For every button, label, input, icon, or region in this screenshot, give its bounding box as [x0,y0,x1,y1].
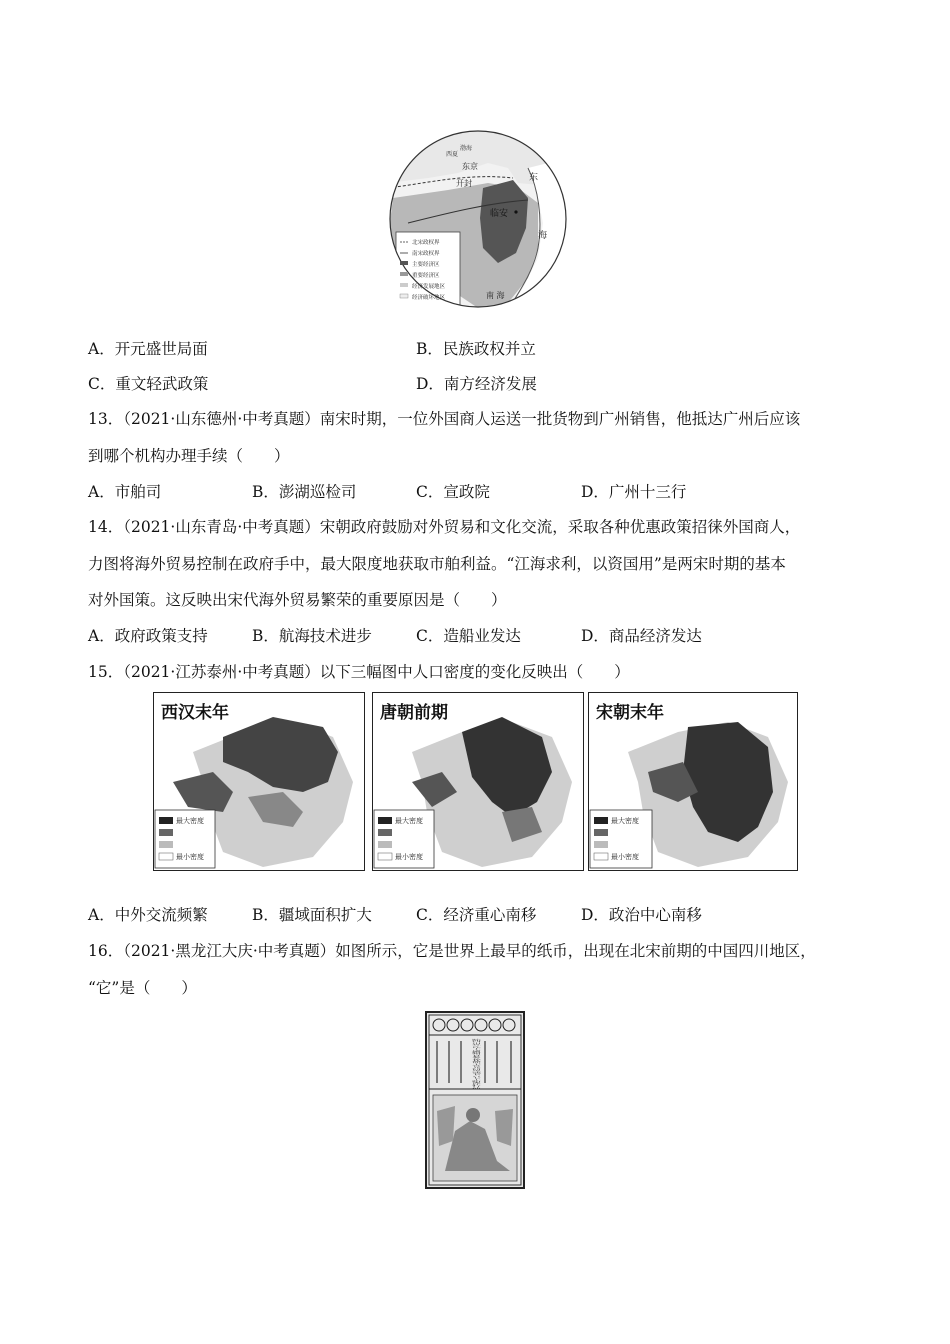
label-hai: 海 [538,231,548,241]
q14-stem-line1: 14．（2021·山东青岛·中考真题）宋朝政府鼓励对外贸易和文化交流，采取各种优惠政策招徕外国商人， [88,518,801,536]
map-title: 唐朝前期 [380,703,448,723]
q13-stem-line2: 到哪个机构办理手续（ ） [88,447,290,465]
label-dong: 东 [529,173,539,183]
q15-stem-line1: 15．（2021·江苏泰州·中考真题）以下三幅图中人口密度的变化反映出（ ） [88,663,630,681]
label-bohai: 渤海 [460,145,473,152]
label-dongjing: 东京 [462,162,478,171]
legend-item: 重要经济区 [412,273,440,279]
q15-option-c[interactable]: C．经济重心南移 [416,906,537,924]
legend-item: 北宋政权界 [412,240,440,246]
q12-option-c[interactable]: C．重文轻武政策 [88,375,209,393]
jiaozi-banknote-image [425,1011,525,1189]
q15-option-a[interactable]: A．中外交流频繁 [88,906,208,924]
legend-item: 南宋政权界 [412,251,440,257]
map-title: 西汉末年 [161,703,229,723]
label-xixia: 西夏 [446,151,459,158]
q15-option-b[interactable]: B．疆域面积扩大 [252,906,372,924]
population-map-song [588,692,798,871]
q14-option-d[interactable]: D．商品经济发达 [581,627,702,645]
label-nanhai: 南 海 [486,291,505,300]
q15-option-d[interactable]: D．政治中心南移 [581,906,702,924]
q12-option-d[interactable]: D．南方经济发展 [416,375,537,393]
map-legend-top: 最大密度 [395,817,423,825]
linan-dot [514,210,517,213]
q13-stem-line1: 13．（2021·山东德州·中考真题）南宋时期，一位外国商人运送一批货物到广州销售，他抵达广州后应该 [88,410,801,428]
q12-option-b[interactable]: B．民族政权并立 [416,340,536,358]
map-legend-bottom: 最小密度 [611,853,639,861]
legend-item: 经济破坏地区 [412,295,446,301]
q14-option-c[interactable]: C．造船业发达 [416,627,521,645]
q14-stem-line2: 力图将海外贸易控制在政府手中，最大限度地获取市舶利益。“江海求利，以资国用”是两宋时期的基本 [88,555,786,573]
map-legend-top: 最大密度 [176,817,204,825]
q14-stem-line3: 对外国策。这反映出宋代海外贸易繁荣的重要原因是（ ） [88,591,507,609]
q13-option-c[interactable]: C．宣政院 [416,483,490,501]
song-economy-map [388,128,568,310]
q16-stem-line1: 16．（2021·黑龙江大庆·中考真题）如图所示，它是世界上最早的纸币，出现在北宋前期的中国四川地区， [88,942,816,960]
jiaozi-text-block [470,1039,481,1089]
q12-option-a[interactable]: A．开元盛世局面 [88,340,208,358]
label-linan: 临安 [490,209,509,219]
q14-option-a[interactable]: A．政府政策支持 [88,627,208,645]
population-map-xihan [153,692,365,871]
legend-item: 主要经济区 [412,262,440,268]
map-title: 宋朝末年 [596,703,664,723]
map-legend-bottom: 最小密度 [395,853,423,861]
q14-option-b[interactable]: B．航海技术进步 [252,627,372,645]
q13-option-b[interactable]: B．澎湖巡检司 [252,483,357,501]
q13-option-a[interactable]: A．市舶司 [88,483,162,501]
legend-item: 经济发展地区 [412,284,446,290]
map-legend-bottom: 最小密度 [176,853,204,861]
population-map-tang [372,692,584,871]
q16-stem-line2: “它”是（ ） [88,979,197,997]
q13-option-d[interactable]: D．广州十三行 [581,483,687,501]
label-kaifeng: 开封 [456,179,472,188]
map-legend-top: 最大密度 [611,817,639,825]
